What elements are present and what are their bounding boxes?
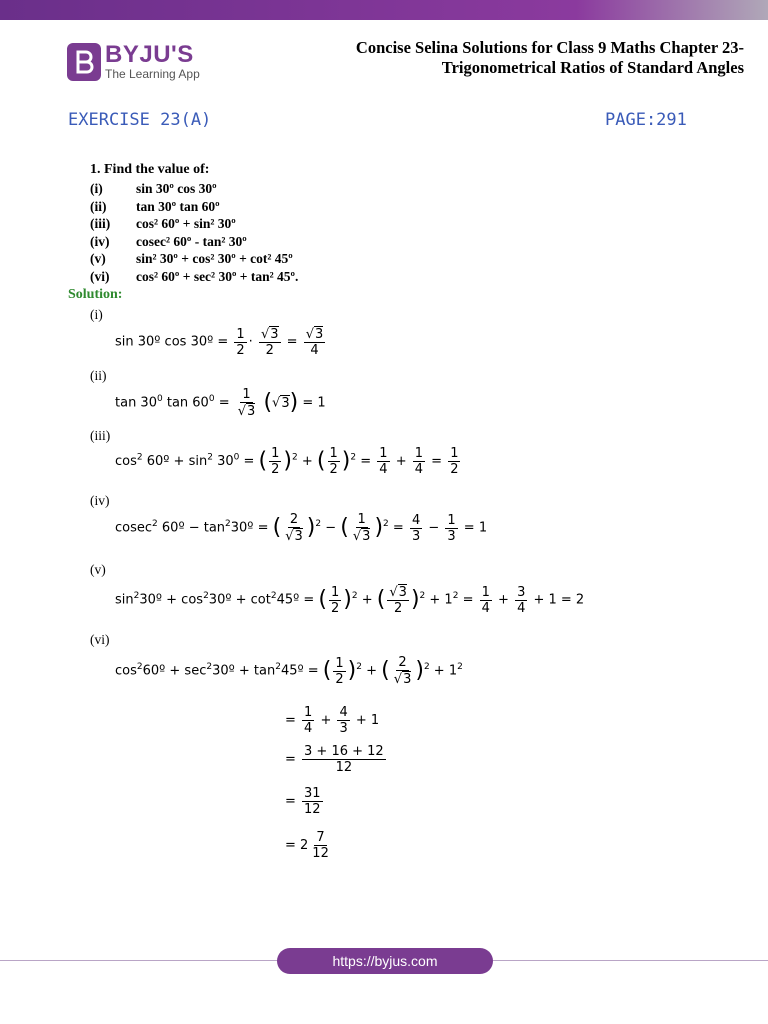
- equation-ii: $\tan 30^0$ $\tan 60^0$ = $\frac{1}{√3}$ (√3) = 1: [115, 387, 326, 419]
- question-item: (i) sin 30º cos 30º: [90, 181, 217, 196]
- footer-url-link[interactable]: https://byjus.com: [277, 948, 493, 974]
- question-item: (iii) cos² 60º + sin² 30º: [90, 216, 236, 231]
- logo-tagline: The Learning App: [105, 67, 200, 81]
- logo-brand: BYJU'S: [105, 41, 194, 68]
- equation-vi-step3: = $\frac{31}{12}$: [285, 786, 321, 817]
- solution-label: Solution:: [68, 287, 123, 302]
- exercise-heading: EXERCISE 23(A): [68, 110, 212, 130]
- question-item: (iv) cosec² 60º - tan² 30º: [90, 233, 247, 249]
- equation-vi-step2: = $\frac{3 + 16 + 12}{12}$: [285, 744, 384, 775]
- equation-vi-step4: = 2 $\frac{7}{12}$: [285, 830, 329, 861]
- byjus-logo: [67, 43, 200, 81]
- part-label-iii: (iii): [90, 428, 111, 443]
- question-list: [90, 180, 298, 285]
- equation-vi-step1: = $\frac{1}{4}$ + $\frac{4}{3}$ + 1: [285, 705, 380, 736]
- equation-vi: $\cos^260º$ + $\sec^230º$ + $\tan^245º$ = ( $\frac{1}{2}$ )$^2$ + ( $\frac{2}{√3}$ )$^2 + 1^2$: [115, 655, 463, 687]
- part-label-v: (v): [90, 562, 106, 577]
- question-heading: 1. Find the value of:: [90, 162, 210, 177]
- part-label-vi: (vi): [90, 632, 110, 647]
- equation-i: sin 30º cos 30º = $\frac{1}{2}$ · $\frac{√3}{2}$ = $\frac{√3}{4}$: [115, 326, 324, 358]
- equation-iii: $\cos^2$ 60º + $\sin^2 30^0$ = ( $\frac{1}{2}$ )$^2$ + ( $\frac{1}{2}$ )$^2$ = $\frac{1}{4}$ + $\frac{1}{4}$ = $\frac{1}{2}$: [115, 446, 459, 477]
- document-title-line1: Concise Selina Solutions for Class 9 Maths Chapter 23-: [355, 38, 744, 57]
- question-item: (ii) tan 30º tan 60º: [90, 198, 220, 214]
- part-label-ii: (ii): [90, 368, 107, 383]
- question-item: (vi) cos² 60º + sec² 30º + tan² 45º.: [90, 268, 299, 284]
- page-number: PAGE:291: [605, 110, 687, 130]
- part-label-i: (i): [90, 307, 103, 322]
- document-title: [314, 38, 744, 78]
- document-title-line2: Trigonometrical Ratios of Standard Angles: [441, 58, 744, 77]
- question-item: (v) sin² 30º + cos² 30º + cot² 45º: [90, 251, 293, 266]
- equation-v: $\sin^230º$ + $\cos^230º$ + $\cot^245º$ = ( $\frac{1}{2}$ )$^2$ + ( $\frac{√3}{2}$ )$^2 + 1^2$ = $\frac{1}{4}$ + $\frac{3}{4}$ + 1 = 2: [115, 584, 585, 616]
- part-label-iv: (iv): [90, 493, 110, 508]
- equation-iv: cosec$^2$ 60º − $\tan^230º$ = ( $\frac{2}{√3}$ )$^2$ − ( $\frac{1}{√3}$ )$^2$ = $\frac{4}{3}$ − $\frac{1}{3}$ = 1: [115, 512, 488, 544]
- byjus-logo-icon: [67, 43, 101, 81]
- top-accent-bar: [0, 0, 768, 20]
